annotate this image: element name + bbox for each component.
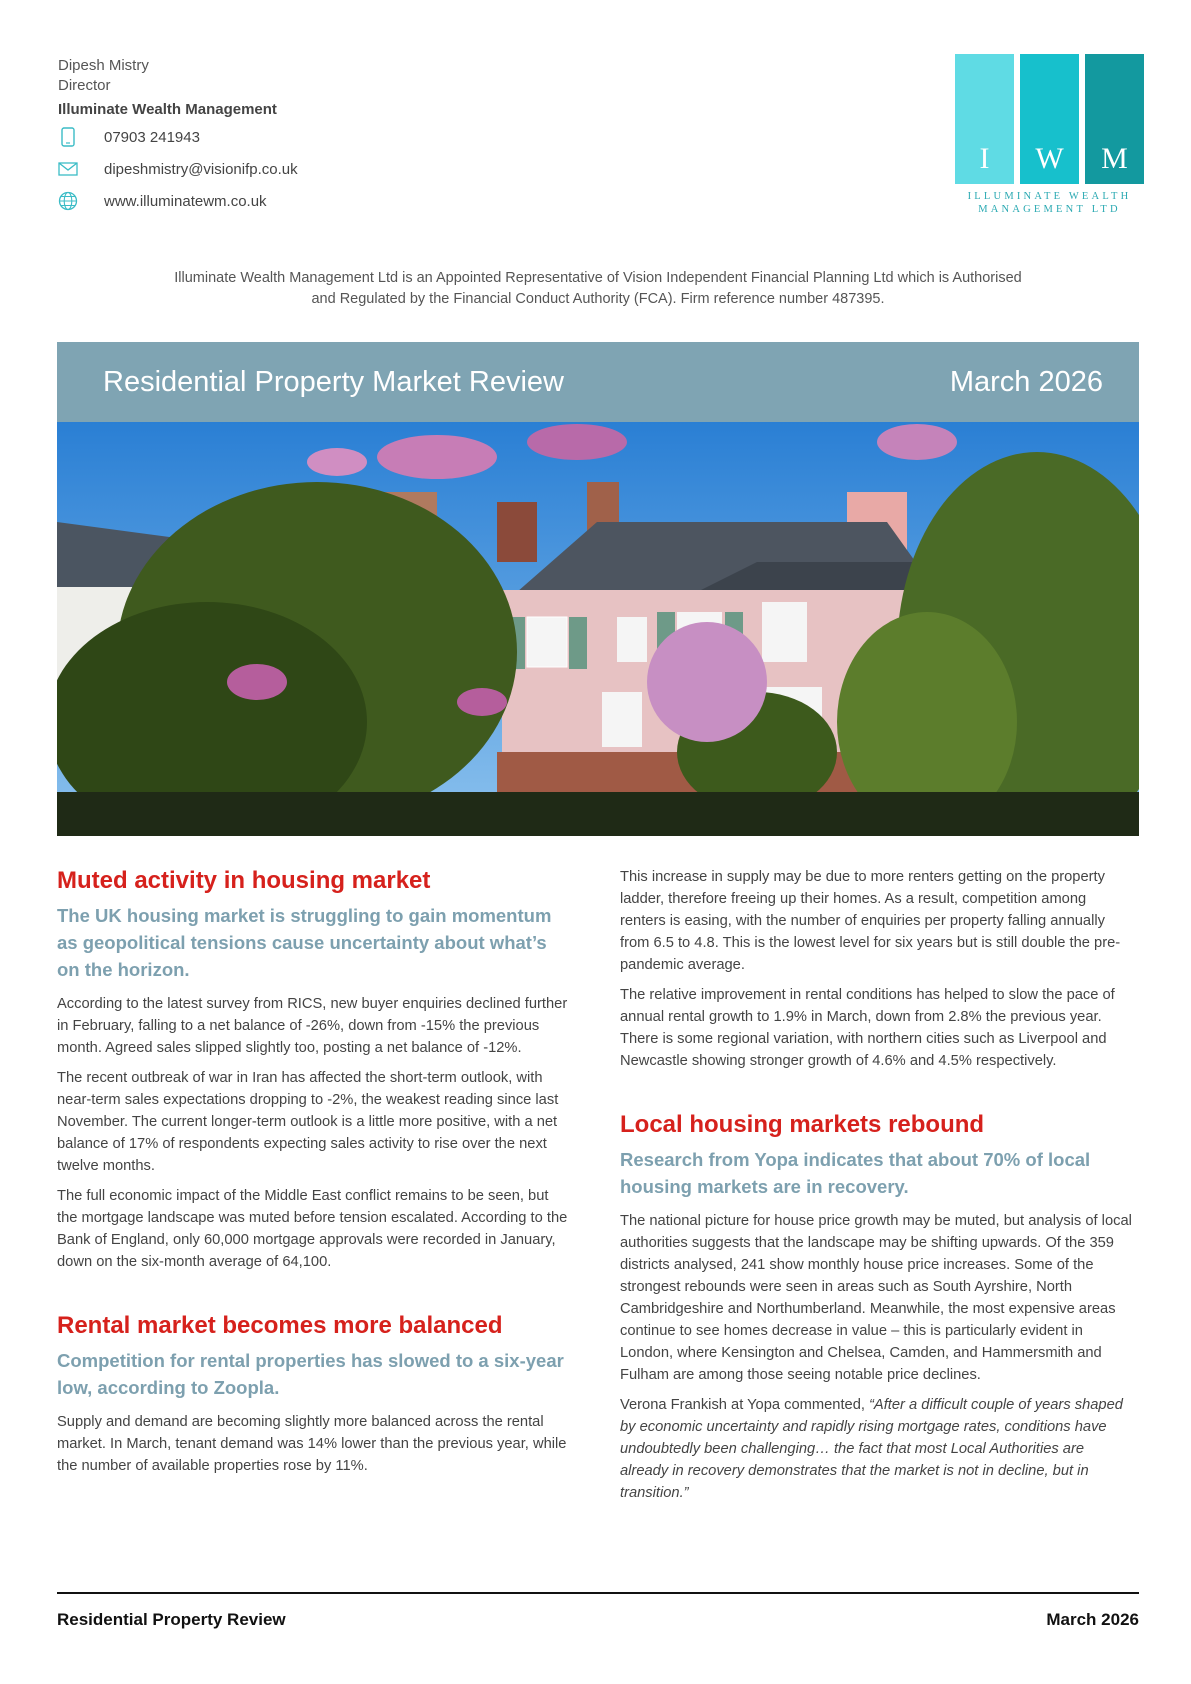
paragraph: The national picture for house price growth may be muted, but analysis of local authorities suggests that the landscape may be shifting upwards. Of the 359 districts analysed, 241 show monthly house price increases. Some of the strongest rebounds were seen in areas such as South Ayrshire, North Cambridgeshire and Northumberland. Meanwhile, the most expensive areas continue to see homes decrease in value – this is particularly evident in London, where Kensington and Chelsea, Camden, and Hammersmith and Fulham are among those seeing notable price declines.: [620, 1213, 1132, 1383]
logo-line-1: ILLUMINATE WEALTH: [967, 191, 1132, 202]
logo-letter-i: I: [955, 54, 1014, 184]
contact-website[interactable]: www.illuminatewm.co.uk: [104, 192, 267, 210]
contact-role: Director: [58, 77, 111, 94]
envelope-icon: [58, 159, 78, 179]
globe-icon: [58, 191, 78, 211]
contact-email[interactable]: dipeshmistry@visionifp.co.uk: [104, 160, 298, 178]
article-column-left: [57, 866, 572, 1485]
banner-date: March 2026: [949, 365, 1103, 398]
footer-divider: [57, 1592, 1139, 1594]
footer-date: March 2026: [1046, 1610, 1139, 1629]
logo-line-2: MANAGEMENT LTD: [978, 204, 1121, 215]
quote-text: “After a difficult couple of years shaped by economic uncertainty and rapidly rising mortgage rates, conditions have undoubtedly been challenging… the fact that most Local Authorities are already in recovery demonstrates that the market is not in decline, but in transition.”: [620, 1397, 1123, 1501]
contact-phone[interactable]: 07903 241943: [104, 128, 200, 146]
section-subheading-market: The UK housing market is struggling to gain momentum as geopolitical tensions cause uncertainty about what’s on the horizon.: [57, 905, 552, 980]
section-subheading-local: Research from Yopa indicates that about 70% of local housing markets are in recovery.: [620, 1149, 1091, 1197]
paragraph: According to the latest survey from RICS, new buyer enquiries declined further in February, falling to a net balance of -26%, down from -15% the previous month. Agreed sales slipped slightly too, posting a net balance of -12%.: [57, 996, 568, 1056]
phone-icon: [58, 127, 78, 147]
section-heading-rental: Rental market becomes more balanced: [57, 1312, 503, 1339]
contact-phone-row[interactable]: [58, 121, 478, 153]
title-banner: [57, 342, 1139, 422]
section-heading-local: Local housing markets rebound: [620, 1111, 985, 1138]
paragraph: Supply and demand are becoming slightly more balanced across the rental market. In March, tenant demand was 14% lower than the previous year, while the number of available properties rose by 11%.: [57, 1414, 567, 1474]
contact-block: [58, 56, 478, 217]
hero-image: [57, 422, 1139, 836]
paragraph: The full economic impact of the Middle East conflict remains to be seen, but the mortgage landscape was muted before tension escalated. According to the Bank of England, only 60,000 mortgage approvals were recorded in January, down on the six-month average of 64,100.: [57, 1188, 568, 1270]
quote-intro: Verona Frankish at Yopa commented,: [620, 1397, 870, 1413]
company-logo: [955, 54, 1144, 216]
quote-paragraph: [620, 1394, 1135, 1504]
footer-title: Residential Property Review: [57, 1610, 286, 1629]
regulatory-line-1: Illuminate Wealth Management Ltd is an Appointed Representative of Vision Independent Financial Planning Ltd which is Authorised: [174, 270, 1022, 286]
logo-letter-m: M: [1085, 54, 1144, 184]
regulatory-statement: [58, 268, 1138, 310]
logo-letter-w: W: [1020, 54, 1079, 184]
contact-email-row[interactable]: [58, 153, 478, 185]
contact-company: Illuminate Wealth Management: [58, 101, 277, 118]
paragraph: The relative improvement in rental conditions has helped to slow the pace of annual rental growth to 1.9% in March, down from 2.8% the previous year. There is some regional variation, with northern cities such as Liverpool and Newcastle showing stronger growth of 4.6% and 4.5% respectively.: [620, 987, 1115, 1069]
regulatory-line-2: and Regulated by the Financial Conduct Authority (FCA). Firm reference number 487395.: [311, 291, 885, 307]
section-heading-market: Muted activity in housing market: [57, 867, 431, 894]
banner-title: Residential Property Market Review: [103, 365, 564, 398]
article-column-right: [620, 866, 1135, 1512]
section-subheading-rental: Competition for rental properties has slowed to a six-year low, according to Zoopla.: [57, 1350, 564, 1398]
house-illustration: [57, 422, 1139, 836]
paragraph: The recent outbreak of war in Iran has affected the short-term outlook, with near-term sales expectations dropping to -2%, the weakest reading since last November. The current longer-term outlook is a little more positive, with a net balance of 17% of respondents expecting sales activity to rise over the next twelve months.: [57, 1070, 559, 1174]
contact-name: Dipesh Mistry: [58, 57, 149, 74]
contact-website-row[interactable]: [58, 185, 478, 217]
paragraph: This increase in supply may be due to more renters getting on the property ladder, therefore freeing up their homes. As a result, competition among renters is easing, with the number of enquiries per property falling annually from 6.5 to 4.8. This is the lowest level for six years but is still double the pre-pandemic average.: [620, 869, 1121, 973]
